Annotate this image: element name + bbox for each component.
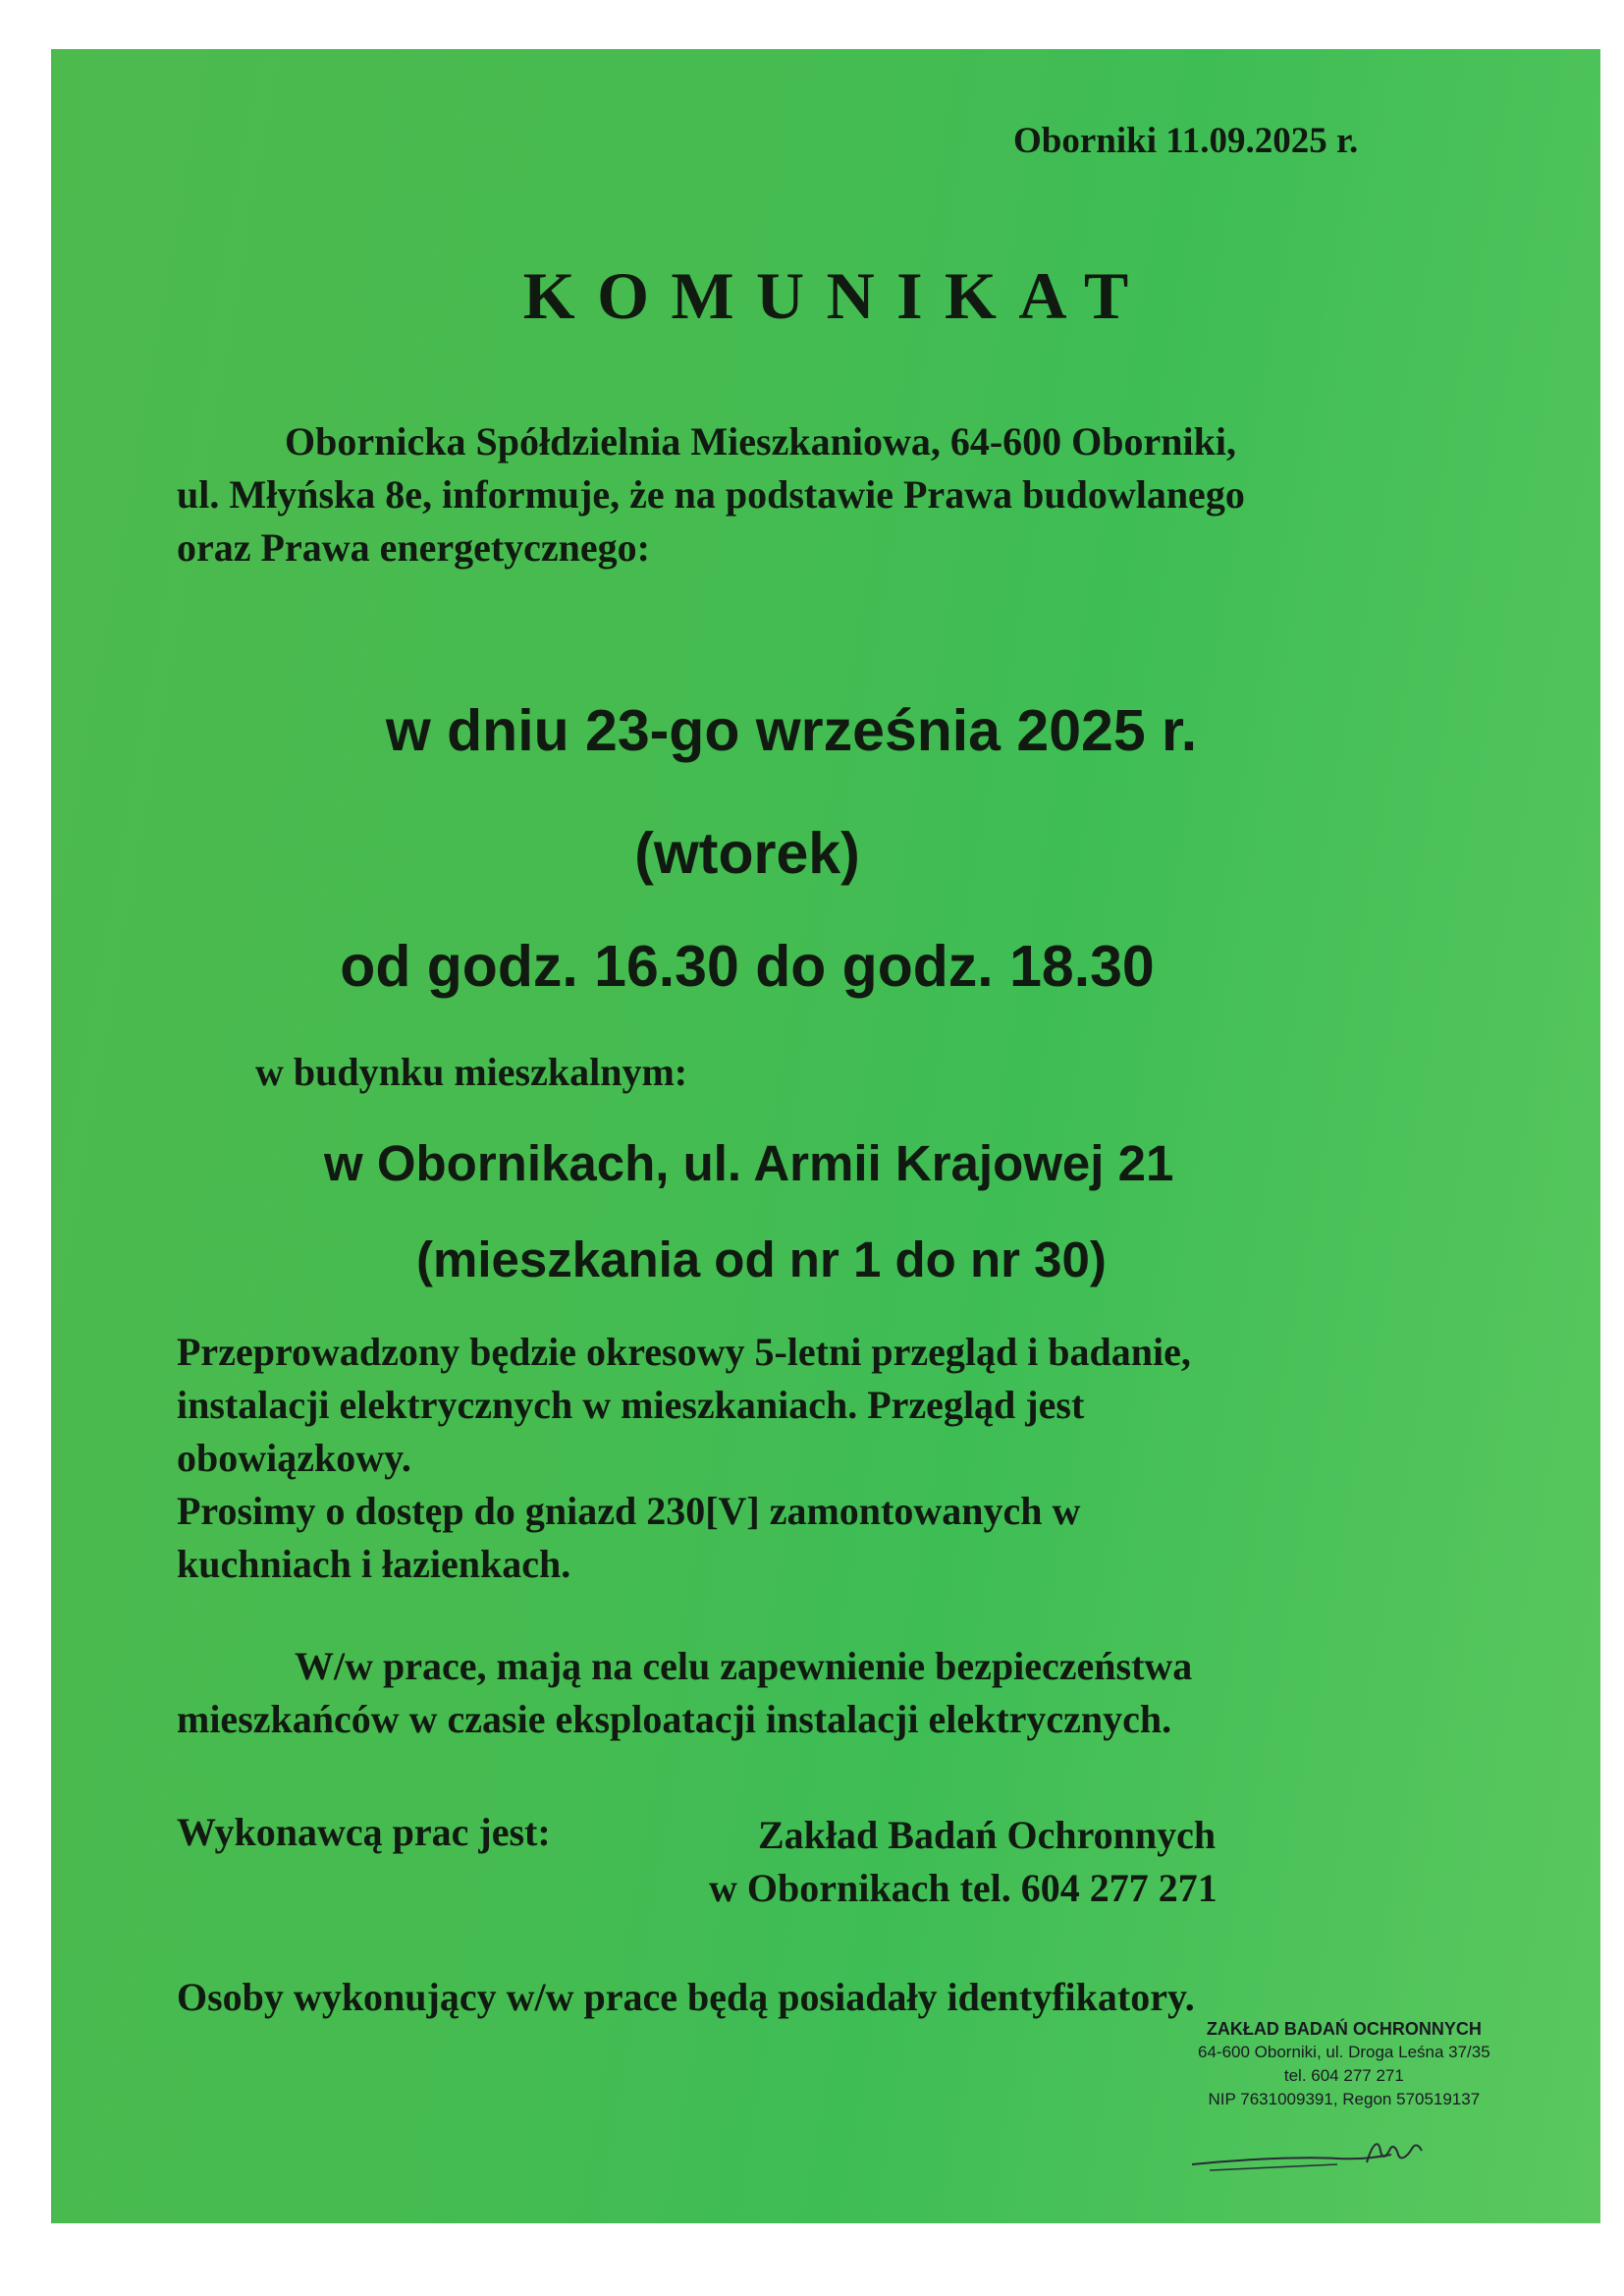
event-day: (wtorek) [634, 821, 860, 886]
stamp-phone: tel. 604 277 271 [1283, 2066, 1404, 2085]
stamp-ids: NIP 7631009391, Regon 570519137 [1208, 2090, 1481, 2108]
date-line: Oborniki 11.09.2025 r. [1013, 121, 1359, 161]
inspection-line: kuchniach i łazienkach. [177, 1542, 571, 1586]
notice-sheet [51, 49, 1600, 2223]
intro-line: oraz Prawa energetycznego: [177, 525, 650, 570]
intro-paragraph [177, 415, 1245, 574]
stamp-address: 64-600 Oborniki, ul. Droga Leśna 37/35 [1198, 2043, 1490, 2061]
notice-title: KOMUNIKAT [522, 258, 1151, 333]
signature-icon [1190, 2129, 1445, 2174]
purpose-line: mieszkańców w czasie eksploatacji instalacji elektrycznych. [177, 1697, 1172, 1741]
intro-line: ul. Młyńska 8e, informuje, że na podstawie Prawa budowlanego [177, 472, 1245, 517]
flats-range: (mieszkania od nr 1 do nr 30) [416, 1231, 1107, 1287]
purpose-line: W/w prace, mają na celu zapewnienie bezpieczeństwa [295, 1644, 1193, 1688]
stamp-title: ZAKŁAD BADAŃ OCHRONNYCH [1206, 2019, 1482, 2039]
building-address: w Obornikach, ul. Armii Krajowej 21 [324, 1135, 1174, 1191]
identification-note: Osoby wykonujący w/w prace będą posiadały identyfikatory. [177, 1975, 1195, 2019]
event-hours: od godz. 16.30 do godz. 18.30 [340, 934, 1155, 999]
purpose-paragraph [177, 1640, 1192, 1746]
contractor-label: Wykonawcą prac jest: [177, 1810, 551, 1854]
contractor-name [709, 1809, 1218, 1915]
inspection-line: obowiązkowy. [177, 1436, 411, 1480]
contractor-line: Zakład Badań Ochronnych [758, 1813, 1217, 1857]
building-label: w budynku mieszkalnym: [255, 1050, 688, 1094]
event-date: w dniu 23-go września 2025 r. [385, 698, 1198, 763]
inspection-line: instalacji elektrycznych w mieszkaniach. Przegląd jest [177, 1383, 1085, 1427]
intro-line: Obornicka Spółdzielnia Mieszkaniowa, 64-600 Oborniki, [285, 419, 1237, 464]
inspection-paragraph [177, 1326, 1191, 1591]
inspection-line: Prosimy o dostęp do gniazd 230[V] zamontowanych w [177, 1489, 1081, 1533]
contractor-line: w Obornikach tel. 604 277 271 [709, 1866, 1218, 1910]
inspection-line: Przeprowadzony będzie okresowy 5-letni przegląd i badanie, [177, 1330, 1191, 1374]
company-stamp [1198, 2017, 1490, 2111]
